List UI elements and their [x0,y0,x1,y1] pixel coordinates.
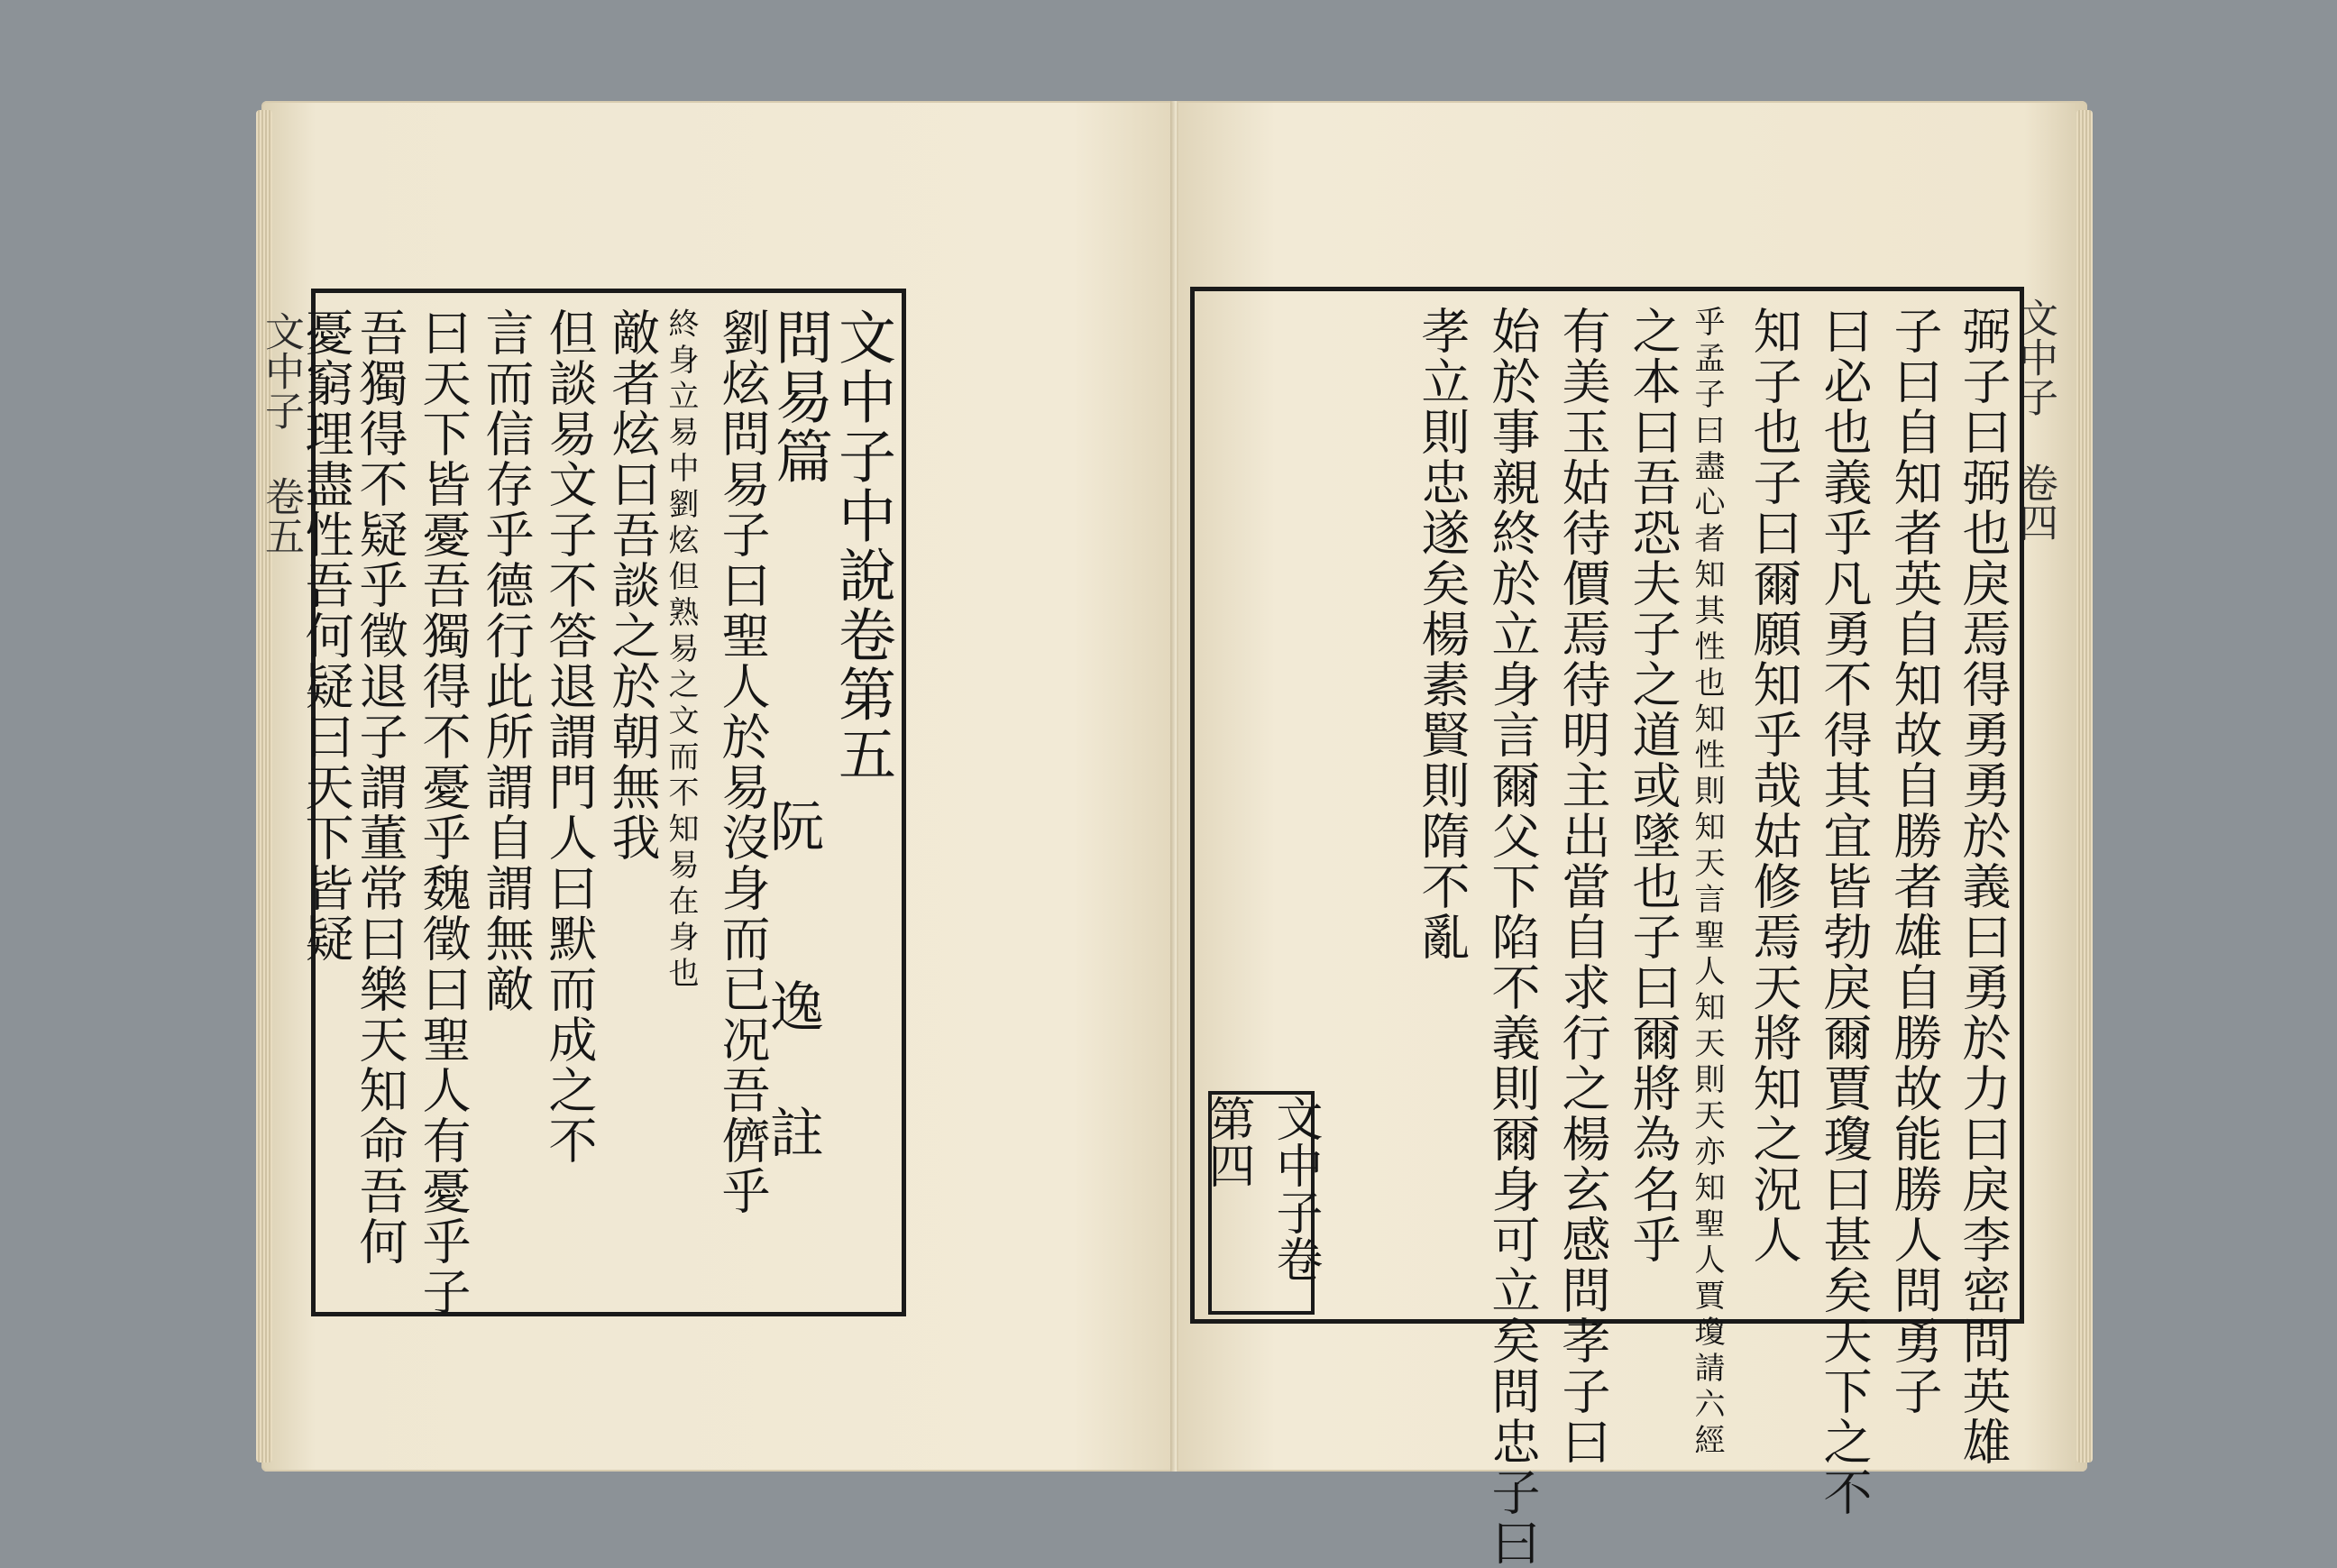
text-column: 弼子曰弼也戾焉得勇勇於義曰勇於力曰戾李密問英雄 [1955,306,2012,1467]
left-margin-label: 文中子 卷五 [258,311,304,555]
annotation-column: 乎孟子曰盡心者知其性也知性則知天言聖人知天則天亦知聖人賈瓊請六經 [1689,306,1725,1460]
text-column: 子曰自知者英自知故自勝者雄自勝故能勝人問勇子 [1886,306,1943,1417]
section-title: 問易篇 [765,307,832,486]
author-char-3: 註 [761,1105,824,1159]
text-column: 孝立則忠遂矣楊素賢則隋不亂 [1414,306,1471,962]
text-column: 有美玉姑待價焉待明主出當自求行之楊玄感問孝子曰 [1554,306,1611,1467]
chapter-title: 文中子中說卷第五 [829,307,895,784]
text-column: 吾獨得不疑乎徵退子謂董常曰樂天知命吾何 [352,307,408,1267]
text-column: 敵者炫曰吾談之於朝無我 [604,307,661,863]
text-column: 之本曰吾恐夫子之道或墜也子曰爾將為名乎 [1625,306,1682,1265]
text-column: 劉炫問易子曰聖人於易沒身而已况吾儕乎 [714,307,771,1216]
volume-end-label: 文中子卷第四 [1208,1091,1315,1315]
text-column: 始於事親終於立身言爾父下陷不義則爾身可立矣問忠子曰 [1484,306,1541,1568]
text-column: 但談易文子不答退謂門人曰默而成之不 [541,307,598,1166]
right-margin-label: 文中子 卷四 [2012,298,2057,542]
text-column: 曰天下皆憂吾獨得不憂乎魏徵曰聖人有憂乎子 [415,307,472,1317]
text-column: 知子也子曰爾願知乎哉姑修焉天將知之況人 [1746,306,1802,1265]
author-char-2: 逸 [761,978,824,1032]
author-char-1: 阮 [761,798,824,852]
text-column: 言而信存乎德行此所謂自謂無敵 [478,307,535,1014]
left-text-frame [298,289,906,1317]
text-column: 曰必也義乎凡勇不得其宜皆勃戾爾賈瓊曰甚矣天下之不 [1816,306,1873,1518]
text-column: 憂窮理盡性吾何疑曰天下皆疑 [298,307,354,964]
annotation-column: 終身立易中劉炫但熟易之文而不知易在身也 [663,307,699,993]
page-edge-right [2076,110,2093,1463]
